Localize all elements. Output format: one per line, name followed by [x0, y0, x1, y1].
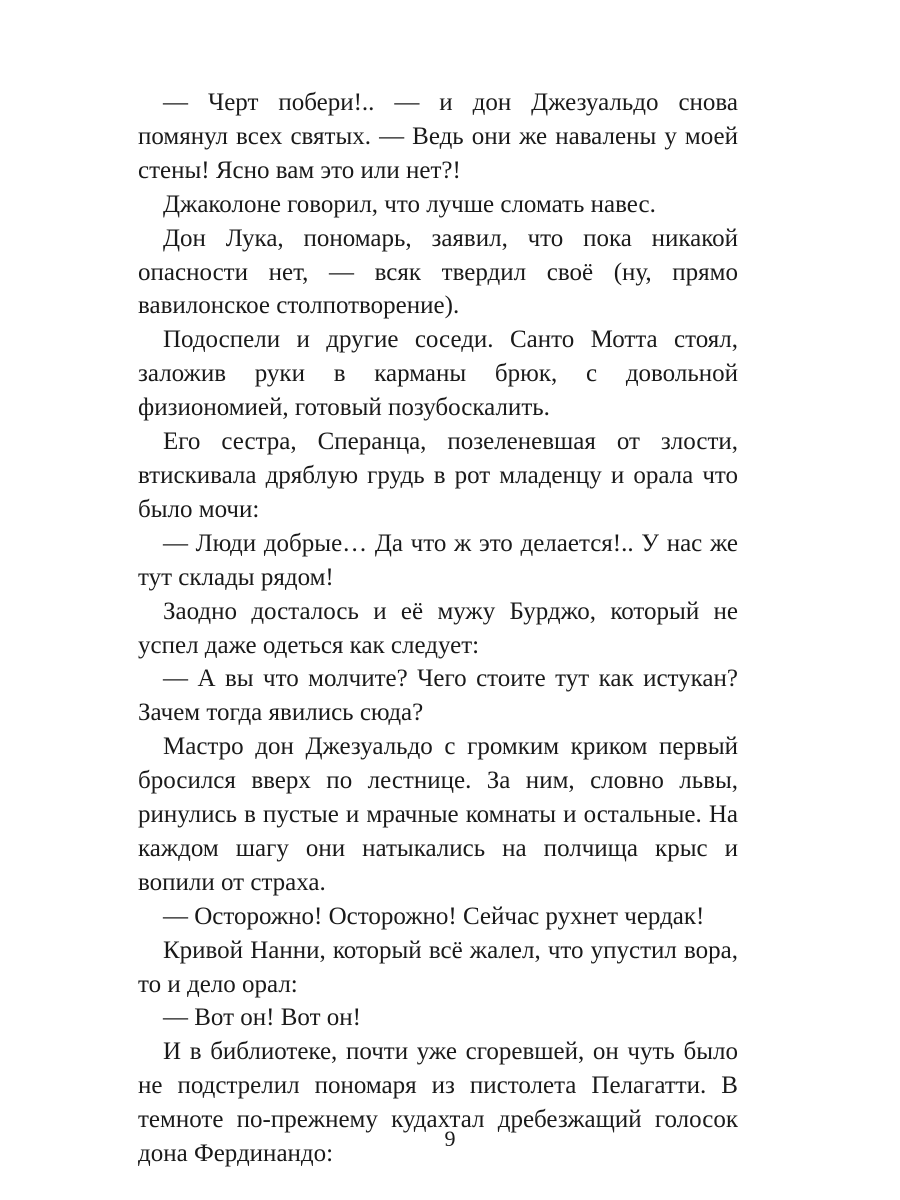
- paragraph: Джаколоне говорил, что лучше сломать навес.: [163, 190, 656, 218]
- paragraph: Дон Лука, пономарь, заявил, что пока никакой опасности нет, — всяк твердил своё (ну, прямо вавилонское столпотворение).: [138, 224, 738, 320]
- paragraph: — Люди добрые… Да что ж это делается!.. У нас же тут склады рядом!: [138, 529, 738, 591]
- paragraph: — А вы что молчите? Чего стоите тут как истукан? Зачем тогда явились сюда?: [138, 665, 738, 727]
- paragraph: — Вот он! Вот он!: [163, 1004, 361, 1032]
- page-number: 9: [444, 1126, 456, 1151]
- paragraph: — Черт побери!.. — и дон Джезуальдо снова помянул всех святых. — Ведь они же навалены у моей стены! Ясно вам это или нет?!: [138, 89, 738, 184]
- paragraph: Подоспели и другие соседи. Санто Мотта стоял, заложив руки в карманы брюк, с довольной физиономией, готовый позубоскалить.: [138, 326, 738, 422]
- paragraph: Его сестра, Сперанца, позеленевшая от злости, втискивала дряблую грудь в рот младенцу и орала что было мочи:: [138, 428, 738, 523]
- paragraph: И в библиотеке, почти уже сгоревшей, он чуть было не подстрелил пономаря из пистолета Пелагатти. В темноте по-прежнему кудахтал дребезжащий голосок дона Фердинандо:: [138, 1038, 738, 1168]
- paragraph: Мастро дон Джезуальдо с громким криком первый бросился вверх по лестнице. За ним, словно львы, ринулись в пустые и мрачные комнаты и остальные. На каждом шагу они натыкались на полчища крыс и вопили от страха.: [138, 733, 738, 896]
- paragraph: Заодно досталось и её мужу Бурджо, который не успел даже одеться как следует:: [138, 597, 738, 659]
- body-text: [138, 86, 738, 1171]
- paragraph: — Осторожно! Осторожно! Сейчас рухнет чердак!: [163, 902, 705, 930]
- paragraph: Кривой Нанни, который всё жалел, что упустил вора, то и дело орал:: [138, 936, 738, 998]
